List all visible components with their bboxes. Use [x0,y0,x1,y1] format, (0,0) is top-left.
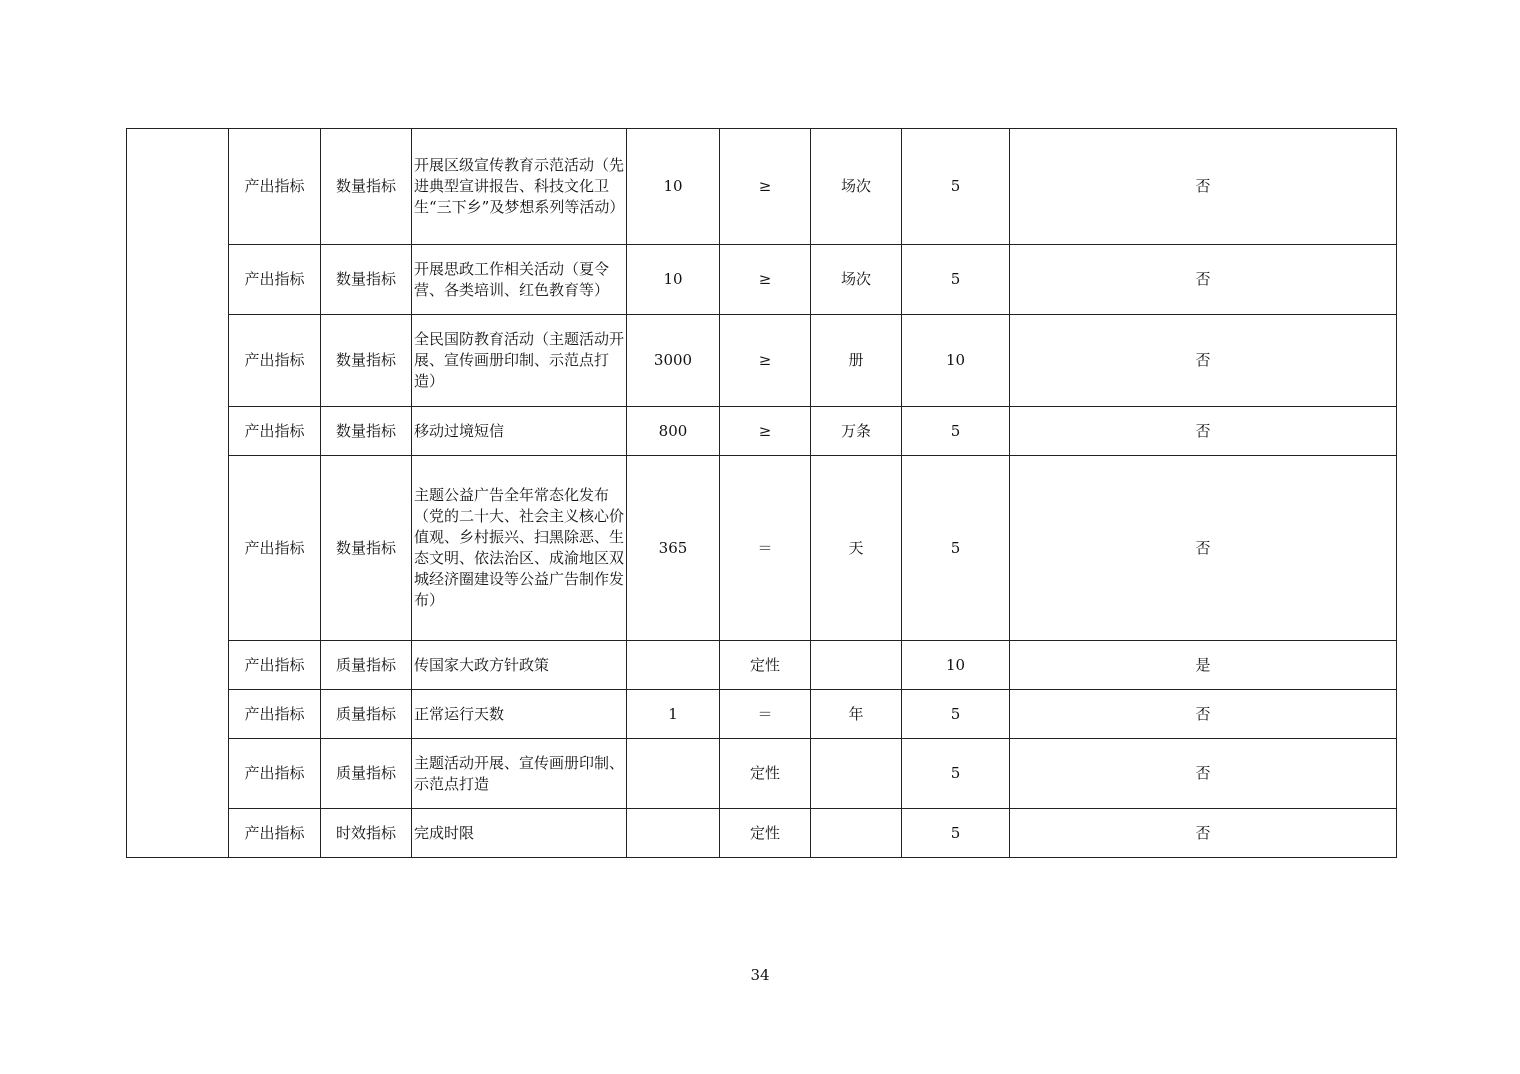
indicator-description-cell: 主题活动开展、宣传画册印制、示范点打造 [412,739,627,809]
target-value-cell: 10 [627,245,720,315]
level1-indicator-cell: 产出指标 [229,315,321,407]
level1-indicator-cell: 产出指标 [229,690,321,739]
target-value-cell: 1 [627,690,720,739]
indicator-description-cell: 正常运行天数 [412,690,627,739]
table-row [127,245,1397,315]
indicator-description-cell: 传国家大政方针政策 [412,641,627,690]
level1-indicator-cell: 产出指标 [229,407,321,456]
page-number: 34 [750,966,770,984]
unit-cell: 天 [811,456,902,641]
indicator-description-cell: 全民国防教育活动（主题活动开展、宣传画册印制、示范点打造） [412,315,627,407]
table-row [127,315,1397,407]
core-indicator-cell: 是 [1010,641,1397,690]
indicator-description-cell: 开展区级宣传教育示范活动（先进典型宣讲报告、科技文化卫生“三下乡”及梦想系列等活动） [412,129,627,245]
weight-cell: 10 [902,641,1010,690]
level2-indicator-cell: 时效指标 [321,809,412,858]
unit-cell: 场次 [811,129,902,245]
unit-cell: 万条 [811,407,902,456]
core-indicator-cell: 否 [1010,809,1397,858]
unit-cell: 场次 [811,245,902,315]
unit-cell: 年 [811,690,902,739]
level2-indicator-cell: 数量指标 [321,315,412,407]
level1-indicator-cell: 产出指标 [229,245,321,315]
level2-indicator-cell: 数量指标 [321,129,412,245]
operator-cell: 定性 [720,809,811,858]
indicator-description-cell: 开展思政工作相关活动（夏令营、各类培训、红色教育等） [412,245,627,315]
operator-cell: 定性 [720,641,811,690]
operator-cell: 定性 [720,739,811,809]
operator-cell: ≥ [720,129,811,245]
level1-indicator-cell: 产出指标 [229,641,321,690]
target-value-cell: 800 [627,407,720,456]
operator-cell: ≥ [720,315,811,407]
level2-indicator-cell: 质量指标 [321,739,412,809]
table-row [127,407,1397,456]
target-value-cell: 365 [627,456,720,641]
level2-indicator-cell: 质量指标 [321,690,412,739]
operator-cell: ≥ [720,407,811,456]
table-row [127,641,1397,690]
core-indicator-cell: 否 [1010,407,1397,456]
operator-cell: ＝ [720,690,811,739]
weight-cell: 5 [902,407,1010,456]
weight-cell: 5 [902,739,1010,809]
core-indicator-cell: 否 [1010,129,1397,245]
core-indicator-cell: 否 [1010,456,1397,641]
table-row [127,809,1397,858]
weight-cell: 5 [902,809,1010,858]
table-row [127,129,1397,245]
target-value-cell: 10 [627,129,720,245]
table-row [127,690,1397,739]
core-indicator-cell: 否 [1010,245,1397,315]
target-value-cell [627,739,720,809]
weight-cell: 5 [902,245,1010,315]
core-indicator-cell: 否 [1010,315,1397,407]
level1-indicator-cell: 产出指标 [229,456,321,641]
performance-indicator-table [126,128,1397,858]
indicator-description-cell: 完成时限 [412,809,627,858]
indicator-description-cell: 主题公益广告全年常态化发布（党的二十大、社会主义核心价值观、乡村振兴、扫黑除恶、生态文明、依法治区、成渝地区双城经济圈建设等公益广告制作发布） [412,456,627,641]
level1-indicator-cell: 产出指标 [229,129,321,245]
core-indicator-cell: 否 [1010,690,1397,739]
target-value-cell: 3000 [627,315,720,407]
level2-indicator-cell: 数量指标 [321,245,412,315]
weight-cell: 10 [902,315,1010,407]
unit-cell [811,641,902,690]
core-indicator-cell: 否 [1010,739,1397,809]
merged-category-cell [127,129,229,858]
target-value-cell [627,641,720,690]
weight-cell: 5 [902,129,1010,245]
unit-cell [811,739,902,809]
weight-cell: 5 [902,690,1010,739]
weight-cell: 5 [902,456,1010,641]
unit-cell: 册 [811,315,902,407]
level1-indicator-cell: 产出指标 [229,809,321,858]
table-row [127,739,1397,809]
level1-indicator-cell: 产出指标 [229,739,321,809]
target-value-cell [627,809,720,858]
unit-cell [811,809,902,858]
indicator-description-cell: 移动过境短信 [412,407,627,456]
level2-indicator-cell: 数量指标 [321,407,412,456]
operator-cell: ＝ [720,456,811,641]
operator-cell: ≥ [720,245,811,315]
table-row [127,456,1397,641]
level2-indicator-cell: 质量指标 [321,641,412,690]
level2-indicator-cell: 数量指标 [321,456,412,641]
